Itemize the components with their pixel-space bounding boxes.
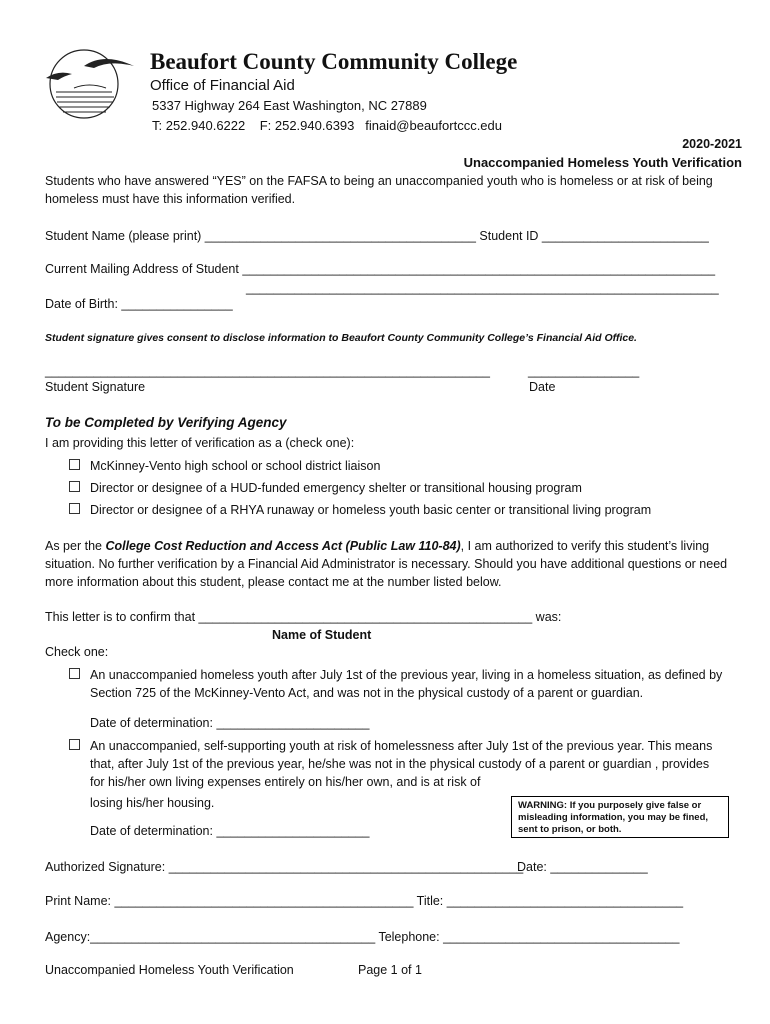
authorized-date-field[interactable]: Date: ______________ [517,860,648,874]
option-homeless-youth: An unaccompanied homeless youth after July 1st of the previous year, living in a homeless situation, as defined by Section 725 of the McKinney-Vento Act, and was not in the physical custody of a parent or guardian. [90,668,723,700]
check-one-label: Check one: [45,645,109,659]
agency-telephone-field[interactable]: Agency:_________________________________________ Telephone: __________________________________ [45,930,680,944]
option-hud: Director or designee of a HUD-funded emergency shelter or transitional housing program [90,481,582,495]
mailing-address-line2[interactable]: ____________________________________________________________________ [246,281,719,295]
authorization-paragraph: As per the College Cost Reduction and Access Act (Public Law 110-84), I am authorized to verify this student’s living situation. No further verification by a Financial Aid Administrator is necessary. Should you have additional questions or need more information about this student, please contact me at the number listed below. [45,539,728,589]
intro-text: Students who have answered “YES” on the FAFSA to being an unaccompanied youth who is homeless or at risk of being homeless must have this information verified. [45,174,713,206]
print-name-title-field[interactable]: Print Name: ___________________________________________ Title: __________________________________ [45,894,684,908]
college-logo [44,44,136,124]
option-at-risk-line3: for his/her own living expenses entirely on his/her own, and is at risk of [90,775,481,789]
signature-date-line[interactable]: ________________ [528,364,640,378]
footer-title: Unaccompanied Homeless Youth Verification [45,963,294,977]
option-liaison: McKinney-Vento high school or school district liaison [90,459,381,473]
date-of-birth-field[interactable]: Date of Birth: ________________ [45,297,233,311]
option-at-risk-line2: that, after July 1st of the previous year, he/she was not in the physical custody of a parent or guardian , provides [90,757,710,771]
warning-box: WARNING: If you purposely give false or misleading information, you may be fined, sent to prison, or both. [511,796,729,838]
mailing-address-field[interactable]: Current Mailing Address of Student ____________________________________________________________________ [45,262,716,276]
determination-date-b[interactable]: Date of determination: ______________________ [90,824,370,838]
college-name: Beaufort County Community College [150,49,518,74]
option-at-risk-line1: An unaccompanied, self-supporting youth at risk of homelessness after July 1st of the previous year. This means [90,739,713,753]
authorized-signature-field[interactable]: Authorized Signature: ___________________________________________________ [45,860,524,874]
college-contact: T: 252.940.6222 F: 252.940.6393 finaid@beaufortccc.edu [152,118,502,133]
name-of-student-label: Name of Student [272,628,372,642]
form-title: Unaccompanied Homeless Youth Verification [463,155,742,170]
student-signature-line[interactable]: ________________________________________________________________ [45,364,490,378]
confirm-student-field[interactable]: This letter is to confirm that ________________________________________________ was: [45,610,562,624]
page-number: Page 1 of 1 [358,963,422,977]
option-rhya: Director or designee of a RHYA runaway or homeless youth basic center or transitional living program [90,503,652,517]
office-name: Office of Financial Aid [150,77,295,94]
award-year: 2020-2021 [682,137,742,151]
checkbox-homeless-youth[interactable] [69,668,80,679]
checkbox-liaison[interactable] [69,459,80,470]
checkbox-rhya[interactable] [69,503,80,514]
determination-date-a[interactable]: Date of determination: ______________________ [90,716,370,730]
agency-section-heading: To be Completed by Verifying Agency [45,415,287,430]
option-at-risk-line4: losing his/her housing. [90,796,215,810]
act-name: College Cost Reduction and Access Act (Public Law 110-84) [105,539,461,553]
student-signature-label: Student Signature [45,380,146,394]
checkbox-at-risk-youth[interactable] [69,739,80,750]
consent-statement: Student signature gives consent to disclose information to Beaufort County Community College’s Financial Aid Office. [45,332,637,344]
college-address: 5337 Highway 264 East Washington, NC 27889 [152,98,427,113]
date-label: Date [529,380,556,394]
student-name-field[interactable]: Student Name (please print) _______________________________________ Student ID ________________________ [45,229,709,243]
checkbox-hud[interactable] [69,481,80,492]
check-one-intro: I am providing this letter of verification as a (check one): [45,436,355,450]
